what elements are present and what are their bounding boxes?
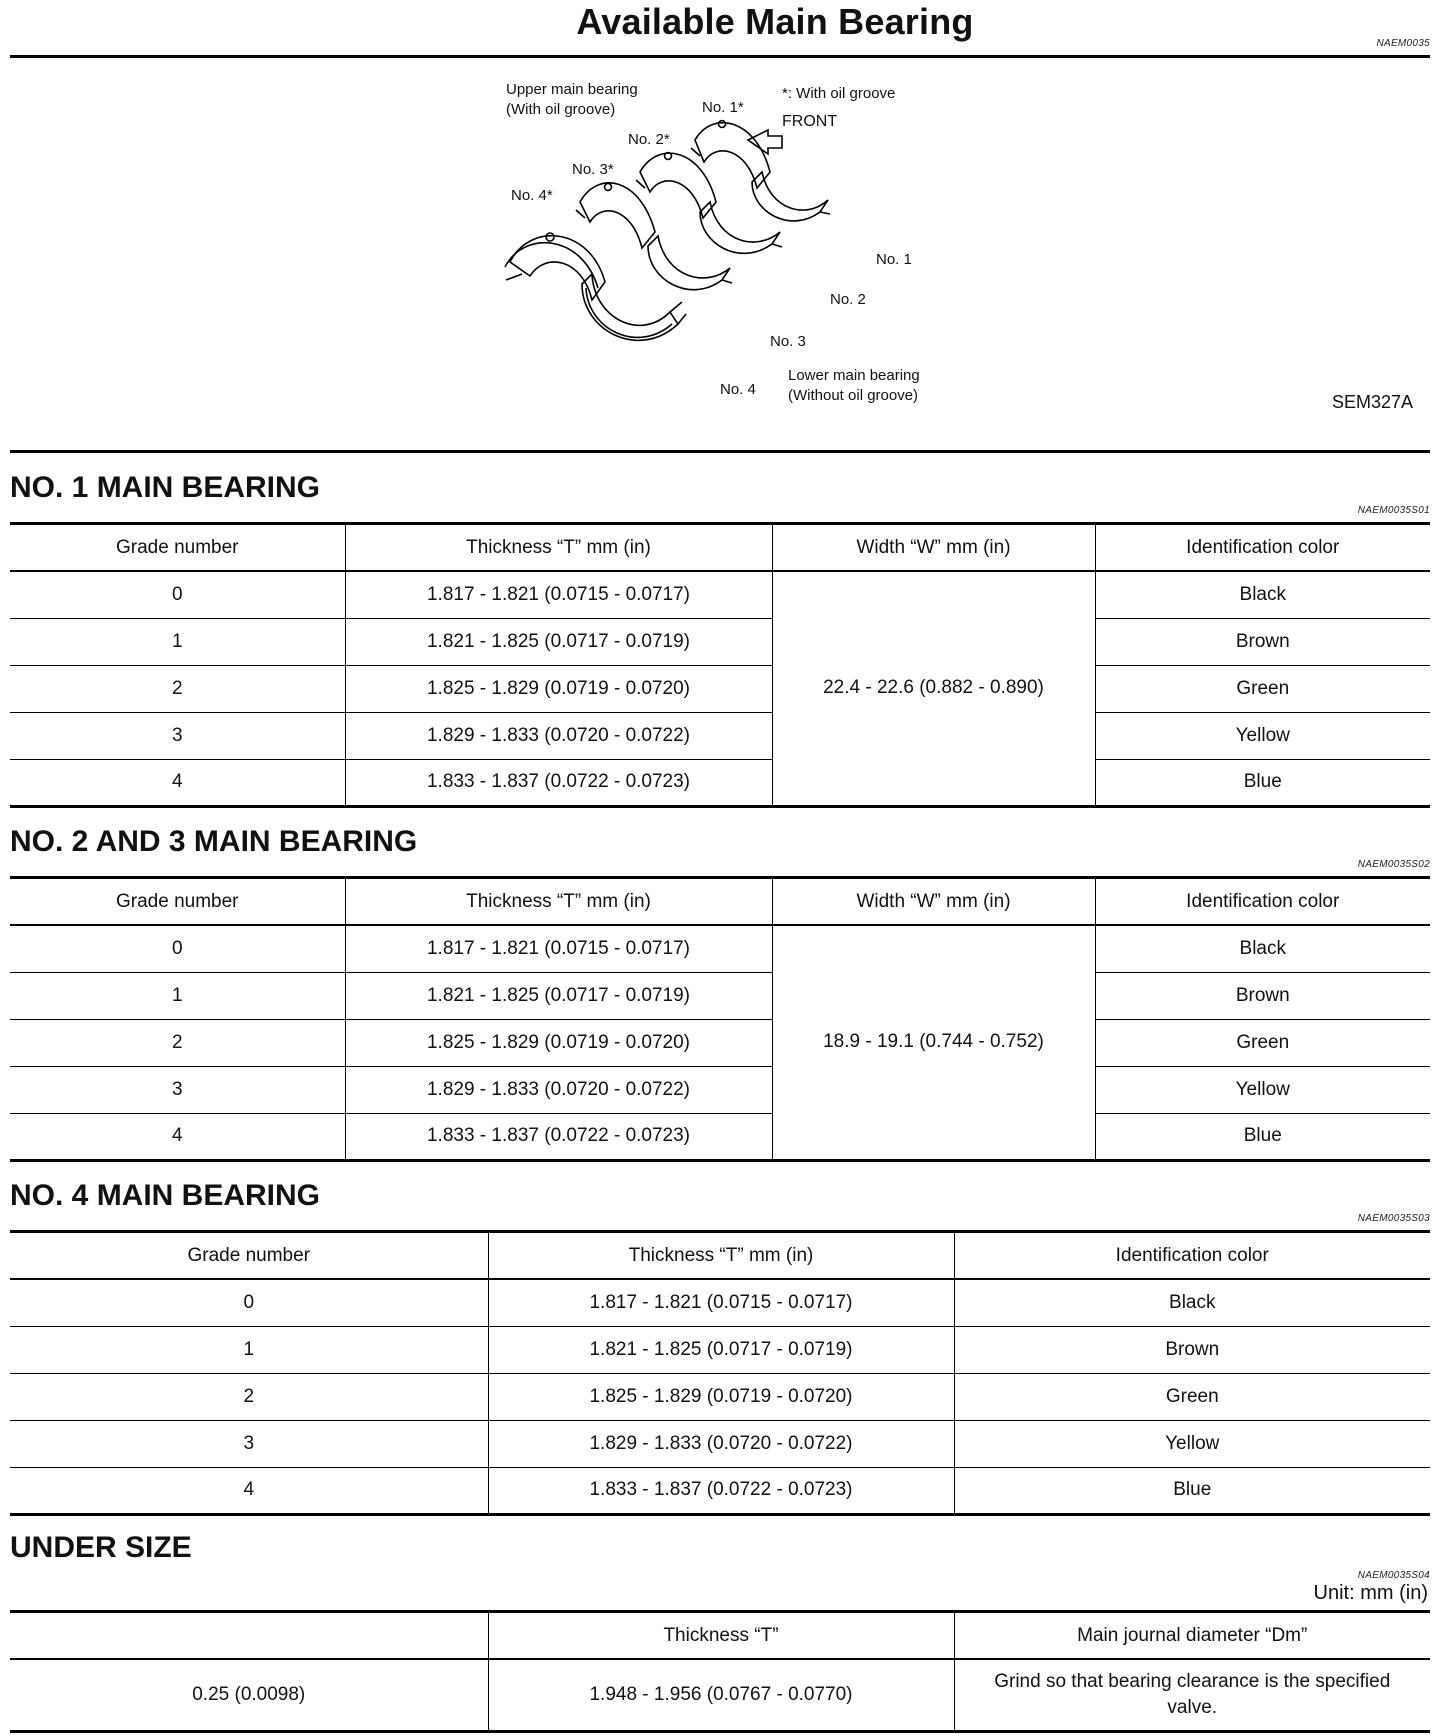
size-cell: 0.25 (0.0098) (10, 1659, 488, 1731)
color-cell: Black (954, 1279, 1430, 1326)
grade-cell: 4 (10, 1113, 345, 1160)
width-cell: 18.9 - 19.1 (0.744 - 0.752) (772, 925, 1095, 1160)
section3-code: NAEM0035S03 (1357, 1213, 1430, 1224)
table-row (10, 618, 1430, 665)
page-code: NAEM0035 (1376, 38, 1430, 49)
lower-no4-label: No. 4 (720, 381, 756, 398)
grade-cell: 0 (10, 925, 345, 972)
title-rule (10, 55, 1430, 58)
table-row (10, 759, 1430, 806)
color-cell: Blue (1095, 759, 1430, 806)
thickness-cell: 1.821 - 1.825 (0.0717 - 0.0719) (345, 618, 772, 665)
color-cell: Green (954, 1373, 1430, 1420)
section2-table (10, 879, 1430, 1162)
header-color: Identification color (954, 1233, 1430, 1279)
header-width: Width “W” mm (in) (772, 879, 1095, 925)
header-size (10, 1613, 488, 1659)
upper-no2-label: No. 2* (628, 131, 670, 148)
header-grade: Grade number (10, 525, 345, 571)
header-journal-diameter: Main journal diameter “Dm” (954, 1613, 1430, 1659)
table-row (10, 1326, 1430, 1373)
section2-code: NAEM0035S02 (1357, 859, 1430, 870)
table-row (10, 1066, 1430, 1113)
color-cell: Green (1095, 1019, 1430, 1066)
thickness-cell: 1.829 - 1.833 (0.0720 - 0.0722) (345, 712, 772, 759)
table-row (10, 571, 1430, 618)
header-grade: Grade number (10, 879, 345, 925)
lower-bearing-no1 (752, 172, 830, 221)
header-width: Width “W” mm (in) (772, 525, 1095, 571)
thickness-cell: 1.817 - 1.821 (0.0715 - 0.0717) (345, 925, 772, 972)
lower-label-line1: Lower main bearing (788, 367, 920, 384)
thickness-cell: 1.817 - 1.821 (0.0715 - 0.0717) (488, 1279, 954, 1326)
color-cell: Blue (1095, 1113, 1430, 1160)
thickness-cell: 1.833 - 1.837 (0.0722 - 0.0723) (345, 1113, 772, 1160)
upper-label-line1: Upper main bearing (506, 81, 638, 98)
thickness-cell: 1.821 - 1.825 (0.0717 - 0.0719) (488, 1326, 954, 1373)
color-cell: Yellow (954, 1420, 1430, 1467)
color-cell: Brown (1095, 972, 1430, 1019)
header-color: Identification color (1095, 525, 1430, 571)
page-title: Available Main Bearing (576, 1, 974, 42)
color-cell: Black (1095, 925, 1430, 972)
thickness-cell: 1.825 - 1.829 (0.0719 - 0.0720) (345, 1019, 772, 1066)
bearing-diagram (490, 62, 990, 422)
grade-cell: 3 (10, 1420, 488, 1467)
section4-code: NAEM0035S04 (1357, 1570, 1430, 1581)
lower-bearing-no3 (648, 236, 732, 290)
front-arrow-icon (748, 130, 782, 154)
upper-bearing-no3 (576, 183, 655, 248)
thickness-cell: 1.825 - 1.829 (0.0719 - 0.0720) (345, 665, 772, 712)
section3-title: NO. 4 MAIN BEARING (10, 1179, 321, 1212)
upper-bearing-no4 (505, 233, 605, 300)
table-row (10, 665, 1430, 712)
lower-label-line2: (Without oil groove) (788, 387, 919, 404)
upper-no1-label: No. 1* (702, 99, 744, 116)
lower-no1-label: No. 1 (876, 251, 912, 268)
thickness-cell: 1.817 - 1.821 (0.0715 - 0.0717) (345, 571, 772, 618)
section4-title: UNDER SIZE (10, 1531, 192, 1564)
color-cell: Black (1095, 571, 1430, 618)
table-row (10, 1019, 1430, 1066)
thickness-cell: 1.833 - 1.837 (0.0722 - 0.0723) (345, 759, 772, 806)
grade-cell: 2 (10, 1019, 345, 1066)
section1-title: NO. 1 MAIN BEARING (10, 471, 321, 504)
width-cell: 22.4 - 22.6 (0.882 - 0.890) (772, 571, 1095, 806)
grade-cell: 0 (10, 1279, 488, 1326)
under-size-table (10, 1613, 1430, 1733)
header-thickness: Thickness “T” mm (in) (345, 525, 772, 571)
color-cell: Blue (954, 1467, 1430, 1514)
color-cell: Brown (954, 1326, 1430, 1373)
unit-note: Unit: mm (in) (1313, 1582, 1428, 1604)
upper-label-line2: (With oil groove) (506, 101, 616, 118)
color-cell: Brown (1095, 618, 1430, 665)
grade-cell: 4 (10, 1467, 488, 1514)
color-cell: Yellow (1095, 1066, 1430, 1113)
table-row (10, 925, 1430, 972)
table-row (10, 1279, 1430, 1326)
grade-cell: 1 (10, 1326, 488, 1373)
header-thickness: Thickness “T” mm (in) (488, 1233, 954, 1279)
header-thickness: Thickness “T” (488, 1613, 954, 1659)
table-row (10, 1373, 1430, 1420)
table-row (10, 712, 1430, 759)
header-grade: Grade number (10, 1233, 488, 1279)
grade-cell: 1 (10, 972, 345, 1019)
figure-id: SEM327A (1331, 392, 1413, 412)
thickness-cell: 1.821 - 1.825 (0.0717 - 0.0719) (345, 972, 772, 1019)
table-row (10, 1420, 1430, 1467)
oil-groove-legend: *: With oil groove (782, 85, 896, 102)
thickness-cell: 1.948 - 1.956 (0.0767 - 0.0770) (488, 1659, 954, 1731)
table-row (10, 1113, 1430, 1160)
color-cell: Green (1095, 665, 1430, 712)
thickness-cell: 1.833 - 1.837 (0.0722 - 0.0723) (488, 1467, 954, 1514)
thickness-cell: 1.829 - 1.833 (0.0720 - 0.0722) (345, 1066, 772, 1113)
grade-cell: 3 (10, 712, 345, 759)
section1-table (10, 525, 1430, 808)
thickness-cell: 1.825 - 1.829 (0.0719 - 0.0720) (488, 1373, 954, 1420)
upper-no3-label: No. 3* (572, 161, 614, 178)
section1-code: NAEM0035S01 (1357, 505, 1430, 516)
header-thickness: Thickness “T” mm (in) (345, 879, 772, 925)
lower-bearing-no2 (700, 202, 782, 253)
table-row (10, 1467, 1430, 1514)
thickness-cell: 1.829 - 1.833 (0.0720 - 0.0722) (488, 1420, 954, 1467)
grade-cell: 4 (10, 759, 345, 806)
section1-top-rule (10, 450, 1430, 453)
lower-no2-label: No. 2 (830, 291, 866, 308)
grade-cell: 2 (10, 1373, 488, 1420)
note-cell: Grind so that bearing clearance is the specified valve. (954, 1659, 1430, 1731)
front-label: FRONT (782, 113, 838, 130)
table-row (10, 972, 1430, 1019)
section2-title: NO. 2 AND 3 MAIN BEARING (10, 825, 418, 858)
upper-bearing-no1 (691, 121, 770, 189)
header-color: Identification color (1095, 879, 1430, 925)
grade-cell: 1 (10, 618, 345, 665)
grade-cell: 3 (10, 1066, 345, 1113)
grade-cell: 0 (10, 571, 345, 618)
upper-no4-label: No. 4* (511, 187, 553, 204)
lower-no3-label: No. 3 (770, 333, 806, 350)
color-cell: Yellow (1095, 712, 1430, 759)
table-row (10, 1659, 1430, 1731)
grade-cell: 2 (10, 665, 345, 712)
section3-table (10, 1233, 1430, 1516)
